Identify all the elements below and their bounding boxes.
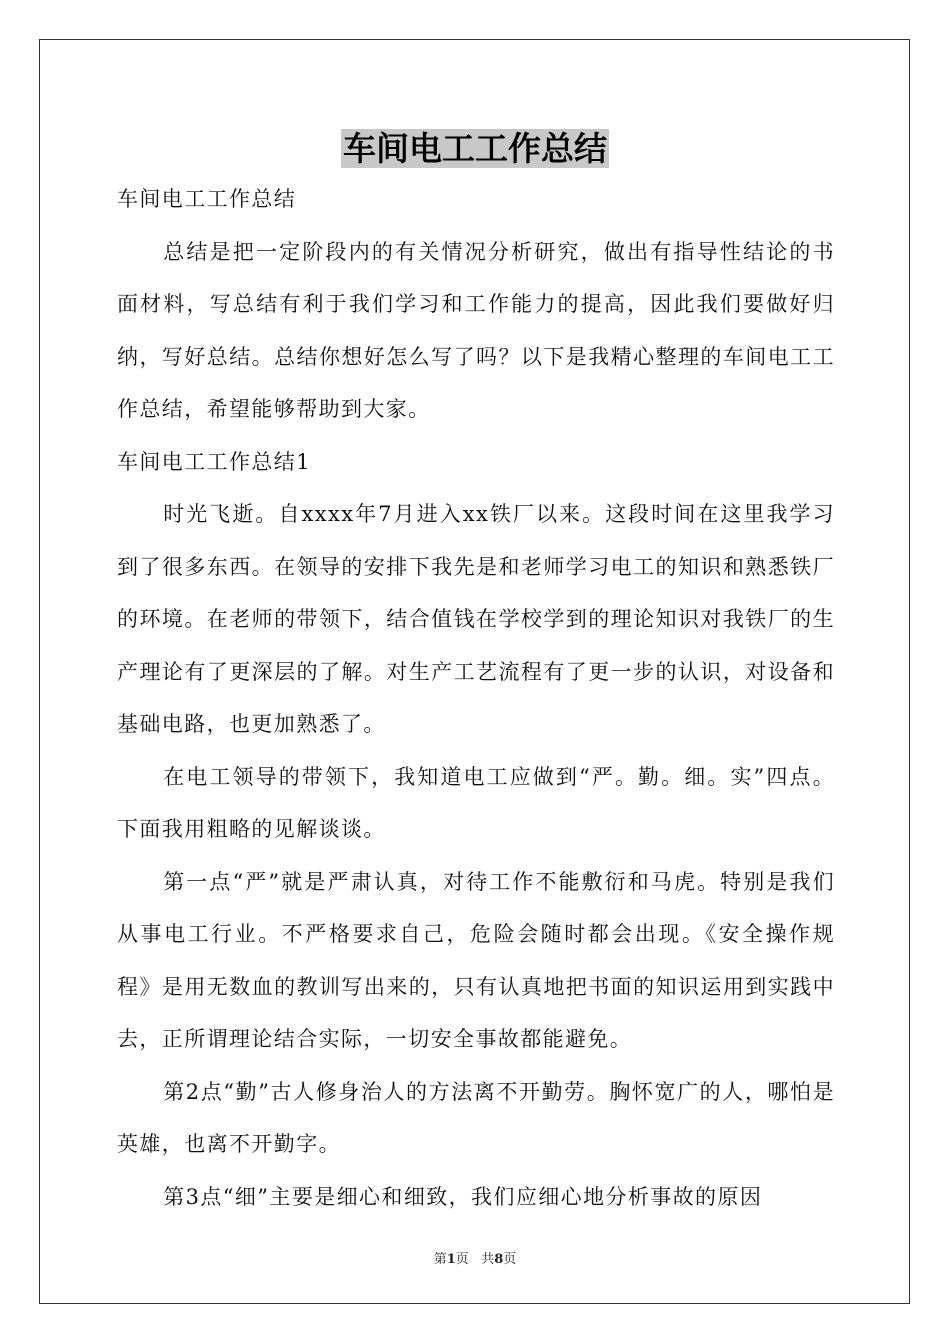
total-suffix: 页 bbox=[503, 1252, 517, 1267]
body-paragraph: 第2点“勤”古人修身治人的方法离不开勤劳。胸怀宽广的人，哪怕是英雄，也离不开勤字。 bbox=[117, 1079, 835, 1156]
section-heading: 车间电工工作总结1 bbox=[117, 449, 311, 474]
body-paragraph: 在电工领导的带领下，我知道电工应做到“严。勤。细。实”四点。下面我用粗略的见解谈谈。 bbox=[117, 764, 835, 841]
body-paragraph: 第3点“细”主要是细心和细致，我们应细心地分析事故的原因 bbox=[163, 1184, 763, 1209]
page-prefix: 第 bbox=[433, 1252, 447, 1267]
body-paragraph: 第一点“严”就是严肃认真，对待工作不能敷衍和马虎。特别是我们从事电工行业。不严格要求自己，危险会随时都会出现。《安全操作规程》是用无数血的教训写出来的，只有认真地把书面的知识运用到实践中去，正所谓理论结合实际，一切安全事故都能避免。 bbox=[117, 869, 835, 1051]
body-paragraph: 时光飞逝。自xxxx年7月进入xx铁厂以来。这段时间在这里我学习到了很多东西。在领导的安排下我先是和老师学习电工的知识和熟悉铁厂的环境。在老师的带领下，结合值钱在学校学到的理论知识对我铁厂的生产理论有了更深层的了解。对生产工艺流程有了更一步的认识，对设备和基础电路，也更加熟悉了。 bbox=[117, 502, 835, 736]
document-body bbox=[117, 173, 835, 1223]
page-number: 1 bbox=[446, 1252, 456, 1267]
intro-paragraph: 总结是把一定阶段内的有关情况分析研究，做出有指导性结论的书面材料，写总结有利于我们学习和工作能力的提高，因此我们要做好归纳，写好总结。总结你想好怎么写了吗？以下是我精心整理的车间电工工作总结，希望能够帮助到大家。 bbox=[117, 239, 835, 421]
total-prefix: 共 bbox=[481, 1252, 495, 1267]
page-footer bbox=[0, 1248, 950, 1267]
section-heading: 车间电工工作总结 bbox=[117, 187, 297, 211]
document-title: 车间电工工作总结 bbox=[343, 129, 607, 168]
page-suffix: 页 bbox=[455, 1252, 469, 1267]
total-pages: 8 bbox=[494, 1252, 504, 1267]
